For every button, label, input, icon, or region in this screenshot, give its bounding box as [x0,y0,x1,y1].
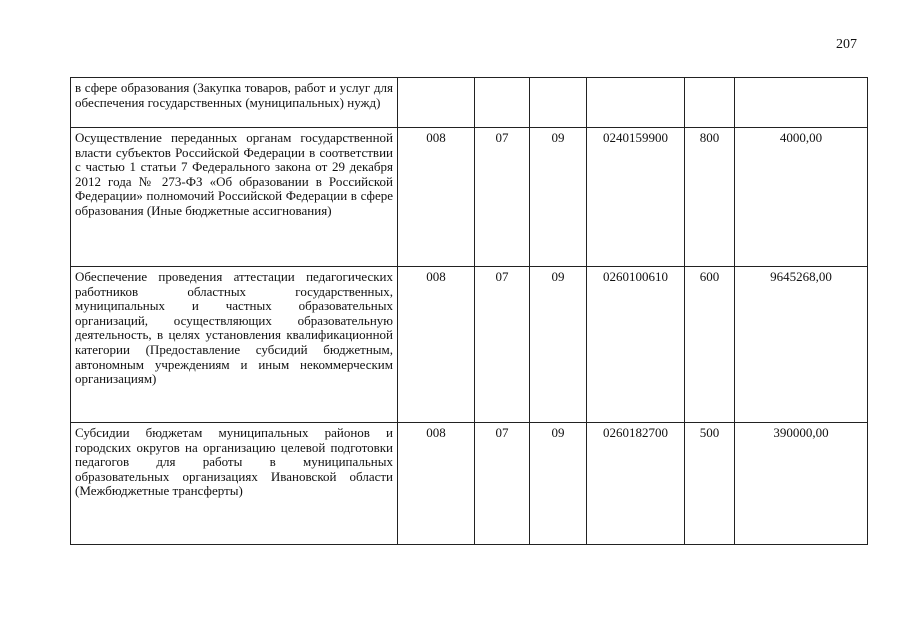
page-number: 207 [836,37,857,52]
ministry-code [398,78,475,128]
subsection-code: 09 [530,267,587,423]
budget-table [70,77,868,545]
row-description: в сфере образования (Закупка товаров, работ и услуг для обеспечения государственных (муниципальных) нужд) [71,78,398,128]
expense-type-code: 800 [685,128,735,267]
section-code: 07 [475,267,530,423]
ministry-code: 008 [398,267,475,423]
row-description: Субсидии бюджетам муниципальных районов и городских округов на организацию целевой подготовки педагогов для работы в муниципальных образовательных организациях Ивановской области (Межбюджетные трансферты) [71,423,398,545]
ministry-code: 008 [398,128,475,267]
amount-value: 9645268,00 [735,267,868,423]
target-article-code [587,78,685,128]
section-code: 07 [475,128,530,267]
row-description: Осуществление переданных органам государственной власти субъектов Российской Федерации в соответствии с частью 1 статьи 7 Федерального закона от 29 декабря 2012 года № 273-ФЗ «Об образовании в Российской Федерации» полномочий Российской Федерации в сфере образования (Иные бюджетные ассигнования) [71,128,398,267]
subsection-code: 09 [530,423,587,545]
table-row [71,128,868,267]
target-article-code: 0260100610 [587,267,685,423]
amount-value [735,78,868,128]
table-row [71,423,868,545]
section-code: 07 [475,423,530,545]
table-row [71,78,868,128]
subsection-code: 09 [530,128,587,267]
table-row [71,267,868,423]
expense-type-code [685,78,735,128]
subsection-code [530,78,587,128]
expense-type-code: 600 [685,267,735,423]
expense-type-code: 500 [685,423,735,545]
target-article-code: 0260182700 [587,423,685,545]
amount-value: 390000,00 [735,423,868,545]
target-article-code: 0240159900 [587,128,685,267]
ministry-code: 008 [398,423,475,545]
amount-value: 4000,00 [735,128,868,267]
section-code [475,78,530,128]
row-description: Обеспечение проведения аттестации педагогических работников областных государственных, муниципальных и частных образовательных организаций, осуществляющих образовательную деятельность, в целях установления квалификационной категории (Предоставление субсидий бюджетным, автономным учреждениям и иным некоммерческим организациям) [71,267,398,423]
